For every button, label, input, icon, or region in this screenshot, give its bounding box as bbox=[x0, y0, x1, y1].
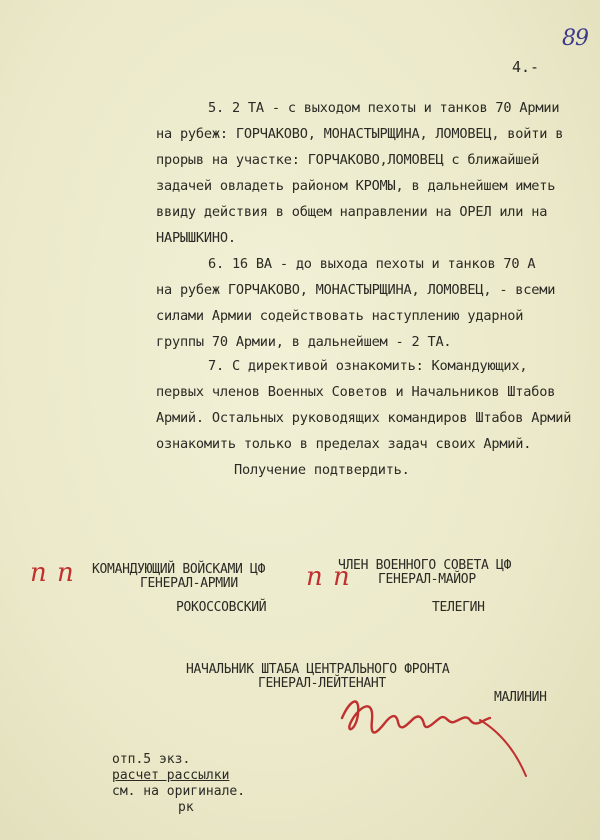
body-line: 7. С директивой ознакомить: Командующих, bbox=[208, 358, 528, 374]
original-note: см. на оригинале. bbox=[112, 784, 246, 799]
right-pp-mark: п п bbox=[306, 562, 351, 592]
body-line: на рубеж ГОРЧАКОВО, МОНАСТЫРЩИНА, ЛОМОВЕЦ, - всеми bbox=[156, 282, 556, 298]
handwritten-signature bbox=[330, 680, 560, 790]
body-line: 5. 2 ТА - с выходом пехоты и танков 70 Армии bbox=[208, 100, 560, 116]
body-line: силами Армии содействовать наступлению ударной bbox=[156, 308, 524, 324]
body-line: ознакомить только в пределах задач своих Армий. bbox=[156, 436, 532, 452]
archive-page-number: 89 bbox=[562, 26, 588, 51]
chief-of-staff-name: МАЛИНИН bbox=[494, 690, 547, 705]
body-line: Получение подтвердить. bbox=[234, 462, 410, 478]
left-signatory-rank: ГЕНЕРАЛ-АРМИИ bbox=[140, 576, 238, 591]
body-line: Армий. Остальных руководящих командиров Штабов Армий bbox=[156, 410, 572, 426]
right-signatory-title: ЧЛЕН ВОЕННОГО СОВЕТА ЦФ bbox=[338, 558, 512, 573]
body-line: прорыв на участке: ГОРЧАКОВО,ЛОМОВЕЦ с ближайшей bbox=[156, 152, 540, 168]
right-signatory-rank: ГЕНЕРАЛ-МАЙОР bbox=[378, 572, 476, 587]
chief-of-staff-rank: ГЕНЕРАЛ-ЛЕЙТЕНАНТ bbox=[258, 676, 386, 691]
body-line: НАРЫШКИНО. bbox=[156, 230, 236, 246]
left-signatory-name: РОКОССОВСКИЙ bbox=[176, 600, 267, 615]
body-line: на рубеж: ГОРЧАКОВО, МОНАСТЫРЩИНА, ЛОМОВЕЦ, войти в bbox=[156, 126, 564, 142]
typist-initials: рк bbox=[178, 800, 194, 815]
body-line: группы 70 Армии, в дальнейшем - 2 ТА. bbox=[156, 334, 452, 350]
chief-of-staff-title: НАЧАЛЬНИК ШТАБА ЦЕНТРАЛЬНОГО ФРОНТА bbox=[186, 662, 450, 677]
copies-note: отп.5 экз. bbox=[112, 752, 191, 767]
right-signatory-name: ТЕЛЕГИН bbox=[432, 600, 485, 615]
body-line: 6. 16 ВА - до выхода пехоты и танков 70 А bbox=[208, 256, 536, 272]
distribution-note: расчет рассылки bbox=[112, 768, 230, 783]
body-line: ввиду действия в общем направлении на ОРЕЛ или на bbox=[156, 204, 548, 220]
body-line: первых членов Военных Советов и Начальников Штабов bbox=[156, 384, 556, 400]
page-number: 4.- bbox=[512, 58, 540, 76]
body-line: задачей овладеть районом КРОМЫ, в дальнейшем иметь bbox=[156, 178, 556, 194]
left-pp-mark: п п bbox=[30, 558, 75, 588]
left-signatory-title: КОМАНДУЮЩИЙ ВОЙСКАМИ ЦФ bbox=[92, 562, 266, 577]
